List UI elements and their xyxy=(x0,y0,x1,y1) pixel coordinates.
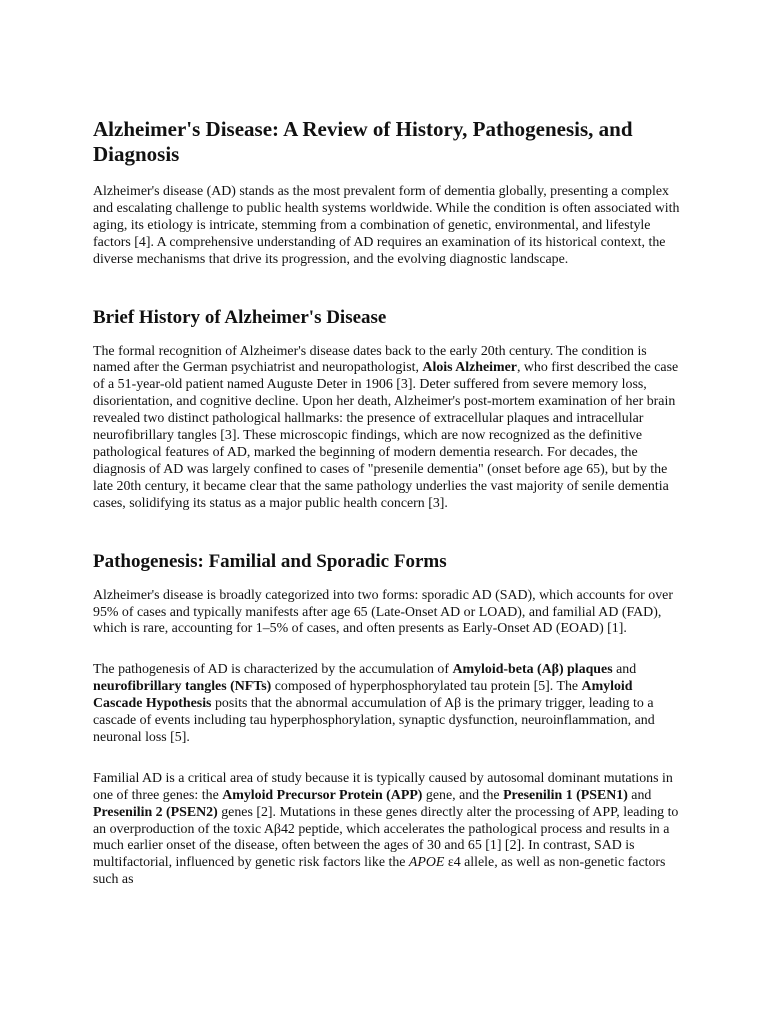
document-title: Alzheimer's Disease: A Review of History, Pathogenesis, and Diagnosis xyxy=(93,117,633,166)
history-heading: Brief History of Alzheimer's Disease xyxy=(93,306,387,328)
p2-text-a: The pathogenesis of AD is characterized by the accumulation of xyxy=(93,662,453,678)
history-paragraph xyxy=(93,344,683,513)
pathogenesis-heading: Pathogenesis: Familial and Sporadic Forms xyxy=(93,550,447,572)
p2-text-c: and xyxy=(612,662,637,678)
amyloid-beta-term: Amyloid-beta (Aβ) plaques xyxy=(452,662,613,678)
pathogenesis-paragraph-1: Alzheimer's disease is broadly categorized into two forms: sporadic AD (SAD), which accounts for over 95% of cases and typically manifests after age 65 (Late-Onset AD or LOAD), and familial AD (FAD), which is rare, accounting for 1–5% of cases, and often presents as Early-Onset AD (EOAD) [1]. xyxy=(93,587,673,637)
document-page xyxy=(93,117,683,889)
p3-text-f: ε4 allele, as well as non-genetic factors such as xyxy=(93,855,666,888)
p3-text-e: genes [2]. Mutations in these genes directly alter the processing of APP, leading to an overproduction of the toxic Aβ42 peptide, which accelerates the pathological process and results in a much earlier onset of the disease, often between the ages of 30 and 65 [1] [2]. In contrast, SAD is multifactorial, influenced by genetic risk factors like the xyxy=(93,804,679,871)
alois-alzheimer-name: Alois Alzheimer xyxy=(422,360,517,376)
app-term: Amyloid Precursor Protein (APP) xyxy=(222,787,423,803)
history-text-b: , who first described the case of a 51-year-old patient named Auguste Deter in 1906 [3]. Deter suffered from severe memory loss, disorientation, and cognitive decline. Upon her death, Alzheimer's post-mortem examination of her brain revealed two distinct pathological hallmarks: the presence of extracellular plaques and intracellular neurofibrillary tangles [3]. These microscopic findings, which are now recognized as the definitive pathological features of AD, marked the beginning of modern dementia research. For decades, the diagnosis of AD was largely confined to cases of "presenile dementia" (onset before age 65), but by the late 20th century, it became clear that the same pathology underlies the vast majority of senile dementia cases, solidifying its status as a major public health concern [3]. xyxy=(93,360,679,511)
p3-text-a: Familial AD is a critical area of study because it is typically caused by autosomal dominant mutations in one of three genes: the xyxy=(93,770,673,803)
p3-text-c: gene, and the xyxy=(422,787,504,803)
intro-paragraph: Alzheimer's disease (AD) stands as the most prevalent form of dementia globally, presenting a complex and escalating challenge to public health systems worldwide. While the condition is often associated with aging, its etiology is intricate, stemming from a combination of genetic, environmental, and lifestyle factors [4]. A comprehensive understanding of AD requires an examination of its historical context, the diverse mechanisms that drive its progression, and the evolving diagnostic landscape. xyxy=(93,184,680,267)
p2-text-d: composed of hyperphosphorylated tau protein [5]. The xyxy=(271,679,582,695)
psen2-term: Presenilin 2 (PSEN2) xyxy=(93,804,218,820)
p3-text-d: and xyxy=(627,787,652,803)
nft-term: neurofibrillary tangles (NFTs) xyxy=(93,679,272,695)
amyloid-cascade-term: Amyloid Cascade Hypothesis xyxy=(93,679,633,712)
pathogenesis-paragraph-2 xyxy=(93,662,683,747)
apoe-term: APOE xyxy=(408,855,445,871)
p2-text-e: posits that the abnormal accumulation of Aβ is the primary trigger, leading to a cascade of events including tau hyperphosphorylation, synaptic dysfunction, neuroinflammation, and neuronal loss [5]. xyxy=(93,696,655,745)
pathogenesis-paragraph-3 xyxy=(93,771,683,889)
history-text-a: The formal recognition of Alzheimer's disease dates back to the early 20th century. The condition is named after the German psychiatrist and neuropathologist, xyxy=(93,343,647,376)
psen1-term: Presenilin 1 (PSEN1) xyxy=(503,787,628,803)
